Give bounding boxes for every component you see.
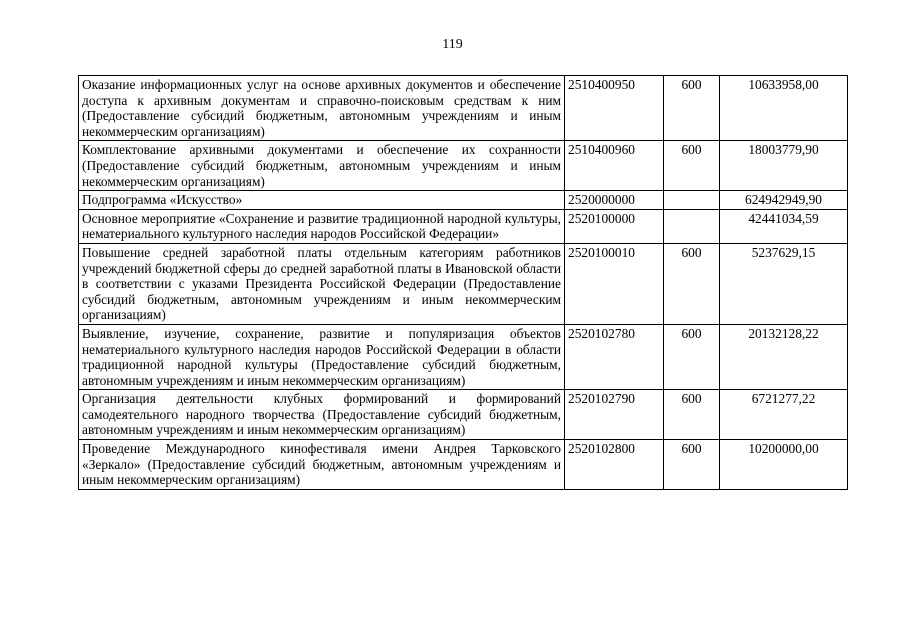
- row-expense-type: [664, 209, 720, 243]
- table-row: [79, 209, 848, 243]
- row-code: 2520100000: [565, 209, 664, 243]
- budget-table-body: [79, 76, 848, 490]
- row-expense-type: 600: [664, 76, 720, 141]
- row-description: Повышение средней заработной платы отдельным категориям работников учреждений бюджетной сферы до средней заработной платы в Ивановской области в соответствии с указами Президента Российской Федерации (Предоставление субсидий бюджетным, автономным учреждениям и иным некоммерческим организациям): [79, 243, 565, 324]
- budget-table: [78, 75, 848, 490]
- row-amount: 18003779,90: [720, 141, 848, 191]
- row-amount: 5237629,15: [720, 243, 848, 324]
- row-description: Проведение Международного кинофестиваля имени Андрея Тарковского «Зеркало» (Предоставление субсидий бюджетным, автономным учреждениям и иным некоммерческим организациям): [79, 440, 565, 490]
- table-row: [79, 191, 848, 210]
- table-row: [79, 324, 848, 389]
- row-description: Комплектование архивными документами и обеспечение их сохранности (Предоставление субсидий бюджетным, автономным учреждениям и иным некоммерческим организациям): [79, 141, 565, 191]
- row-amount: 42441034,59: [720, 209, 848, 243]
- row-description: Подпрограмма «Искусство»: [79, 191, 565, 210]
- table-row: [79, 390, 848, 440]
- row-description: Организация деятельности клубных формирований и формирований самодеятельного народного творчества (Предоставление субсидий бюджетным, автономным учреждениям и иным некоммерческим организациям): [79, 390, 565, 440]
- row-expense-type: [664, 191, 720, 210]
- row-code: 2520100010: [565, 243, 664, 324]
- row-description: Оказание информационных услуг на основе архивных документов и обеспечение доступа к архивным документам и справочно-поисковым средствам к ним (Предоставление субсидий бюджетным, автономным учреждениям и иным некоммерческим организациям): [79, 76, 565, 141]
- table-row: [79, 243, 848, 324]
- row-code: 2520102780: [565, 324, 664, 389]
- row-amount: 6721277,22: [720, 390, 848, 440]
- row-amount: 10633958,00: [720, 76, 848, 141]
- row-amount: 20132128,22: [720, 324, 848, 389]
- table-row: [79, 141, 848, 191]
- page-number: 119: [442, 37, 463, 52]
- row-description: Выявление, изучение, сохранение, развитие и популяризация объектов нематериального культурного наследия народов Российской Федерации в области традиционной народной культуры (Предоставление субсидий бюджетным, автономным учреждениям и иным некоммерческим организациям): [79, 324, 565, 389]
- row-description: Основное мероприятие «Сохранение и развитие традиционной народной культуры, нематериального культурного наследия народов Российской Федерации»: [79, 209, 565, 243]
- row-expense-type: 600: [664, 243, 720, 324]
- row-code: 2520102800: [565, 440, 664, 490]
- row-code: 2520102790: [565, 390, 664, 440]
- table-row: [79, 440, 848, 490]
- row-code: 2520000000: [565, 191, 664, 210]
- row-expense-type: 600: [664, 141, 720, 191]
- row-amount: 10200000,00: [720, 440, 848, 490]
- row-amount: 624942949,90: [720, 191, 848, 210]
- row-expense-type: 600: [664, 324, 720, 389]
- row-code: 2510400960: [565, 141, 664, 191]
- row-code: 2510400950: [565, 76, 664, 141]
- row-expense-type: 600: [664, 440, 720, 490]
- row-expense-type: 600: [664, 390, 720, 440]
- table-row: [79, 76, 848, 141]
